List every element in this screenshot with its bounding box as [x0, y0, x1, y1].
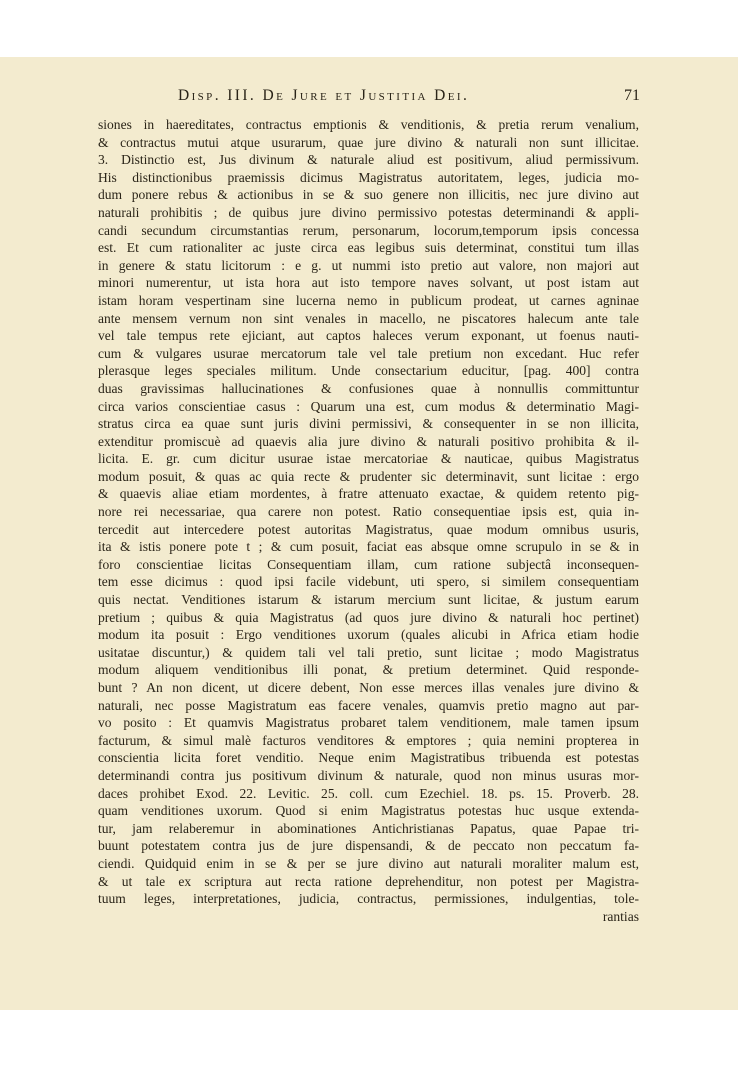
text-line: cum & vulgares usurae mercatorum tale vel tale pretium non excedant. Huc refer — [98, 345, 639, 361]
text-line: ante mensem vernum non sint venales in macello, ne piscatores halecum ante tale — [98, 310, 639, 326]
text-line: modum posuit, & quas ac quia recte & prudenter sic determinavit, sunt licitae : ergo — [98, 468, 639, 484]
text-line: pretium ; quibus & quia Magistratus (ad quos jure divino & naturali hoc pertinet) — [98, 609, 639, 625]
text-line: in genere & statu licitorum : e g. ut nummi isto pretio aut valore, non majori aut — [98, 257, 639, 273]
book-page — [0, 57, 738, 1010]
text-line: nore rei necessariae, qua carere non potest. Ratio consequentiae ipsis est, quia in- — [98, 504, 639, 520]
text-line: facturum, & simul malè facturos venditores & emptores ; quia nemini propterea in — [98, 732, 639, 748]
text-line: rantias — [602, 908, 639, 924]
text-line: quam venditiones uxorum. Quod si enim Magistratus potestas huc usque extenda- — [98, 803, 639, 819]
text-line: dum ponere rebus & actionibus in se & suo genere non illicitis, nec jure divino aut — [98, 187, 639, 203]
text-line: 3. Distinctio est, Jus divinum & naturale aliud est positivum, aliud permissivum. — [98, 152, 639, 168]
text-line: duas gravissimas hallucinationes & confusiones quae à nonnullis committuntur — [98, 380, 639, 396]
text-line: foro conscientiae licitas Consequentiam illam, cum ratione subjectâ inconsequen- — [98, 556, 639, 572]
text-line: & quaevis aliae etiam mordentes, à fratre attenuato exactae, & quidem retento pig- — [98, 486, 639, 502]
text-line: est. Et cum rationaliter ac juste circa eas legibus suis determinat, constitui tum illas — [98, 240, 639, 256]
text-line: tem esse dicimus : quod ipsi facile videbunt, uti spero, si similem consequentiam — [98, 574, 639, 590]
text-line: modum aliquem venditionibus illi ponat, & pretium determinet. Quid responde- — [98, 662, 639, 678]
text-line: & contractus mutui atque usurarum, quae jure divino & naturali non sunt illicitae. — [98, 134, 639, 150]
page-number: 71 — [624, 87, 640, 104]
text-line: tercedit aut intercedere potest autoritas Magistratus, quae modum omnibus usuris, — [98, 521, 639, 537]
text-line: candi secundum circumstantias rerum, personarum, locorum,temporum ipsis concessa — [98, 222, 639, 238]
text-line: ciendi. Quidquid enim in se & per se jure divino aut naturali moraliter malum est, — [98, 855, 639, 871]
running-title: Disp. III. De Jure et Justitia Dei. — [178, 87, 470, 104]
text-line: daces prohibet Exod. 22. Levitic. 25. coll. cum Ezechiel. 18. ps. 15. Proverb. 28. — [98, 785, 639, 801]
text-line: circa varios conscientiae casus : Quarum una est, cum modus & determinatio Magi- — [98, 398, 639, 414]
text-line: His distinctionibus praemissis dicimus Magistratus autoritatem, leges, judicia mo- — [98, 169, 639, 185]
text-line: tuum leges, interpretationes, judicia, contractus, permissiones, indulgentias, tole- — [98, 891, 639, 907]
text-line: bunt ? An non dicent, ut dicere debent, Non esse merces illas venales jure divino & — [98, 680, 639, 695]
text-line: plerasque leges speciales militum. Unde consectarium educitur, [pag. 400] contra — [98, 363, 639, 379]
text-line: & ut tale ex scriptura aut recta ratione deprehenditur, non potest per Magistra- — [98, 873, 639, 889]
text-line: stratus circa ea quae sunt juris divini permissivi, & consequenter in se non illicita, — [98, 416, 639, 432]
text-line: naturali prohibitis ; de quibus jure divino permissivo potestas determinandi & appli- — [98, 204, 639, 220]
text-line: ita & istis ponere pote t ; & cum posuit, faciat eas absque omne scrupulo in se & in — [98, 539, 639, 555]
text-line: istam horam vespertinam sine lucerna nemo in publicum prodeat, ut carnes agninae — [98, 292, 639, 308]
text-line: vel tale tempus rete ejiciant, aut captos haleces verum exponant, ut foenus nauti- — [98, 328, 639, 344]
text-line: conscientia licita foret venditio. Neque enim Magistratibus tribuenda est potestas — [98, 750, 639, 766]
page-header — [0, 87, 738, 107]
text-line: tur, jam relaberemur in abominationes Antichristianas Papatus, quae Papae tri- — [98, 820, 639, 836]
text-line: modum ita posuit : Ergo venditiones uxorum (quales alicubi in Africa etiam hodie — [98, 627, 639, 643]
text-line: determinandi contra jus positivum divinum & naturale, quod non minus usuras mor- — [98, 767, 639, 783]
text-line: minori numerentur, ut ista hora aut isto tempore naves solvant, ut post istam aut — [98, 275, 639, 291]
text-line: naturali, nec posse Magistratum eas facere venales, quamvis pretio magno aut par- — [98, 697, 639, 713]
text-line: licita. E. gr. cum dicitur usurae istae mercatoriae & nauticae, quibus Magistratus — [98, 451, 639, 467]
text-line: extenditur promiscuè ad quaevis alia jure divino & naturali positivo prohibita & il- — [98, 433, 639, 449]
body-text — [98, 116, 639, 925]
text-line: vo posito : Et quamvis Magistratus probaret talem venditionem, male tamen ipsum — [98, 715, 639, 731]
text-line: quis nectat. Venditiones istarum & istarum mercium sunt licitae, & justum earum — [98, 592, 639, 608]
text-line: usitatae discuntur,) & quidem tali vel tali pretio, sunt licitae ; modo Magistratus — [98, 644, 639, 660]
text-line: buunt potestatem contra jus de jure dispensandi, & de peccato non peccatum fa- — [98, 838, 639, 854]
text-line: siones in haereditates, contractus emptionis & venditionis, & pretia rerum venalium, — [98, 117, 639, 132]
